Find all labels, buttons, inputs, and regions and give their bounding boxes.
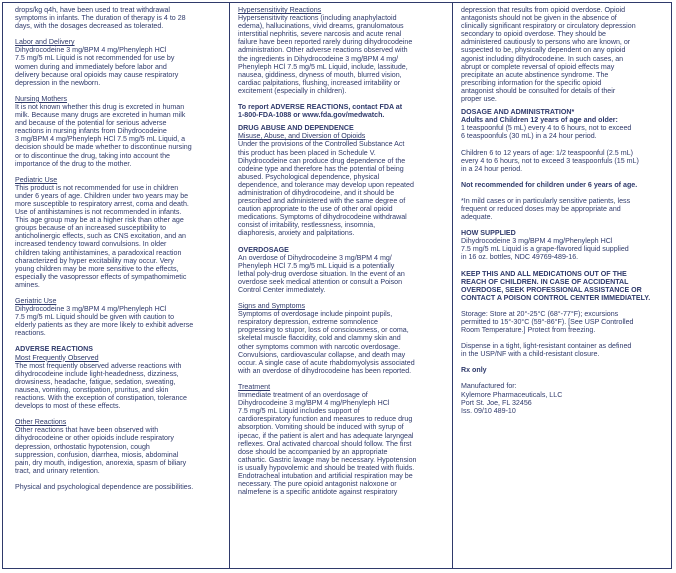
mild-cases-note: *In mild cases or in particularly sensitive patients, less frequent or reduced doses may be appropriate and adequate. — [461, 196, 631, 222]
storage-text: Storage: Store at 20°-25°C (68°-77°F); excursions permitted to 15°-30°C (59°-86°F). [See USP Controlled Room Temperature.] Protect from freezing. — [461, 309, 634, 335]
report-adverse-reactions: To report ADVERSE REACTIONS, contact FDA at 1-800-FDA-1088 or www.fda.gov/medwatch. — [238, 103, 403, 120]
dispense-text: Dispense in a tight, light-resistant container as defined in the USP/NF with a child-resistant closure. — [461, 342, 632, 359]
treatment-heading: Treatment — [238, 382, 271, 391]
misuse-text: Under the provisions of the Controlled Substance Act this product has been placed in Schedule V. Dihydrocodeine can produce drug dependence of the codeine type and therefore has the potential of being abused. Psychological dependence, physical dependence, and tolerance may develop upon repeated administration of dihydrocodeine, and it should be prescribed and administered with the same degree of caution appropriate to the use of other oral opioid medications. Symptoms of dihydrocodeine withdrawal consist of irritability, restlessness, insomnia, diaphoresis, anxiety and palpitations. — [238, 140, 414, 238]
keep-out-of-reach-warning: KEEP THIS AND ALL MEDICATIONS OUT OF THE REACH OF CHILDREN. IN CASE OF ACCIDENTAL OVERDOSE, SEEK PROFESSIONAL ASSISTANCE OR CONTACT A POISON CONTROL CENTER IMMEDIATELY. — [461, 269, 651, 302]
column-3 — [461, 6, 665, 415]
signs-symptoms-heading: Signs and Symptoms — [238, 302, 306, 311]
how-supplied-text: Dihydrocodeine 3 mg/BPM 4 mg/Phenyleph HCl 7.5 mg/5 mL Liquid is a grape-flavored liquid supplied in 16 oz. bottles, NDC 49769-489-16. — [461, 237, 629, 262]
most-frequent-text: The most frequently observed adverse reactions with dihydrocodeine include light-headedness, dizziness, drowsiness, headache, fatigue, sedation, sweating, nausea, vomiting, constipation, pruritus, and skin reactions. With the exception of constipation, tolerance develops to most of these effects. — [15, 361, 187, 411]
adults-dosage-text: 1 teaspoonful (5 mL) every 4 to 6 hours, not to exceed 6 teaspoonfuls (30 mL) in a 24 hour period. — [461, 124, 632, 141]
how-supplied-heading: HOW SUPPLIED — [461, 229, 516, 238]
rx-only-label: Rx only — [461, 366, 487, 375]
dependence-note: Physical and psychological dependence are possibilities. — [15, 482, 194, 491]
children-dosage-text: Children 6 to 12 years of age: 1/2 teaspoonful (2.5 mL) every 4 to 6 hours, not to exceed 3 teaspoonfuls (15 mL) in a 24 hour period. — [461, 148, 639, 173]
intro-paragraph: drops/kg q4h, have been used to treat withdrawal symptoms in infants. The duration of therapy is 4 to 28 days, with the dosages decreased as tolerated. — [15, 6, 186, 31]
nursing-mothers-heading: Nursing Mothers — [15, 94, 68, 103]
overdosage-heading: OVERDOSAGE — [238, 245, 289, 254]
drug-abuse-heading: DRUG ABUSE AND DEPENDENCE — [238, 124, 354, 133]
nursing-mothers-text: It is not known whether this drug is excreted in human milk. Because many drugs are excreted in human milk and because of the potential for serious adverse reactions in nursing infants from Dihydrocodeine 3 mg/BPM 4 mg/Phenyleph HCl 7.5 mg/5 mL Liquid, a decision should be made whether to discontinue nursing or to discontinue the drug, taking into account the importance of the drug to the mother. — [15, 102, 192, 168]
treatment-text: Immediate treatment of an overdosage of Dihydrocodeine 3 mg/BPM 4 mg/Phenyleph HCl 7.5 mg/5 mL Liquid includes support of cardiorespiratory function and measures to reduce drug absorption. Vomiting should be induced with syrup of ipecac, if the patient is alert and has adequate laryngeal reflexes. Oral activated charcoal should follow. The first dose should be accompanied by an appropriate cathartic. Gastric lavage may be necessary. Hypotension is usually hypovolemic and should be treated with fluids. Endotracheal intubation and artificial respiration may be necessary. The pure opioid antagonist naloxone or nalmefene is a specific antidote against respiratory — [238, 391, 417, 497]
antagonist-continuation-text: depression that results from opioid overdose. Opioid antagonists should not be given in the absence of clinically significant respiratory or circulatory depression secondary to opioid overdose. They should be administered cautiously to persons who are known, or suspected to be, physically dependent on any opioid agonist including dihydrocodeine. In such cases, an abrupt or complete reversal of opioid effects may precipitate an acute abstinence syndrome. The prescribing information for the specific opioid antagonist should be consulted for details of their proper use. — [461, 6, 636, 104]
labor-delivery-text: Dihydrocodeine 3 mg/BPM 4 mg/Phenyleph HCl 7.5 mg/5 mL Liquid is not recommended for use by women during and immediately before labor and delivery because oral opioids may cause respiratory depression in the newborn. — [15, 46, 179, 87]
overdosage-text: An overdose of Dihydrocodeine 3 mg/BPM 4 mg/ Phenyleph HCl 7.5 mg/5 mL Liquid is a potentially lethal poly-drug overdose situation. In the event of an overdose seek medical attention or consult a Poison Control Center immediately. — [238, 253, 405, 294]
pediatric-use-text: This product is not recommended for use in children under 6 years of age. Children under two years may be more susceptible to respiratory arrest, coma and death. Use of antihistamines is not recommended in infants. This age group may be at a higher risk than other age groups because of an increased susceptibility to anticholinergic effects, such as CNS excitation, and an increased tendency toward convulsions. In older children taking antihistamines, a paradoxical reaction characterized by hyper excitability may occur. Very young children may be more sensitive to the effects, especially the vasopressor effects of sympathomimetic amines. — [15, 183, 189, 289]
misuse-heading: Misuse, Abuse, and Diversion of Opioids — [238, 132, 366, 141]
column-divider — [452, 2, 453, 569]
signs-symptoms-text: Symptoms of overdosage include pinpoint pupils, respiratory depression, extreme somnolence progressing to stupor, loss of consciousness, or coma, skeletal muscle flaccidity, cold and clammy skin and other symptoms common with narcotic overdosage. Convulsions, cardiovascular collapse, and death may occur. A single case of acute rhabdomyolysis associated with an overdose of dihydrocodeine has been reported. — [238, 310, 415, 375]
adverse-reactions-heading: ADVERSE REACTIONS — [15, 345, 94, 354]
adults-dosage-heading: Adults and Children 12 years of age and older: — [461, 116, 618, 125]
manufacturer-info: Manufactured for: Kylemore Pharmaceuticals, LLC Port St. Joe, FL 32456 Iss. 09/10 489-10 — [461, 382, 563, 415]
most-frequent-heading: Most Frequently Observed — [15, 353, 99, 362]
hypersensitivity-heading: Hypersensitivity Reactions — [238, 6, 322, 14]
dosage-heading: DOSAGE AND ADMINISTRATION* — [461, 108, 575, 117]
column-2 — [238, 6, 446, 496]
hypersensitivity-text: Hypersensitivity reactions (including anaphylactoid edema), hallucinations, vivid dreams, granulomatous interstitial nephritis, severe narcosis and acute renal failure have been reported rarely during dihydrocodeine administration. Other adverse reactions observed with the ingredients in Dihydrocodeine 3 mg/BPM 4 mg/ Phenyleph HCl 7.5 mg/5 mL Liquid, include, lassitude, nausea, giddiness, dryness of mouth, blurred vision, cardiac palpitations, flushing, increased irritability or excitement (especially in children). — [238, 14, 413, 95]
column-divider — [229, 2, 230, 569]
pediatric-use-heading: Pediatric Use — [15, 175, 58, 184]
not-recommended-text: Not recommended for children under 6 years of age. — [461, 180, 638, 189]
geriatric-use-heading: Geriatric Use — [15, 297, 57, 305]
geriatric-use-text: Dihydrocodeine 3 mg/BPM 4 mg/Phenyleph HCl 7.5 mg/5 mL Liquid should be given with caution to elderly patients as they are more likely to exhibit adverse reactions. — [15, 305, 194, 338]
other-reactions-heading: Other Reactions — [15, 418, 67, 427]
other-reactions-text: Other reactions that have been observed with dihydrocodeine or other opioids include respiratory depression, orthostatic hypotension, cough suppression, confusion, diarrhea, miosis, abdominal pain, dry mouth, indigestion, anorexia, spasm of biliary tract, and urinary retention. — [15, 426, 187, 475]
column-1 — [15, 6, 227, 491]
labor-delivery-heading: Labor and Delivery — [15, 38, 75, 47]
